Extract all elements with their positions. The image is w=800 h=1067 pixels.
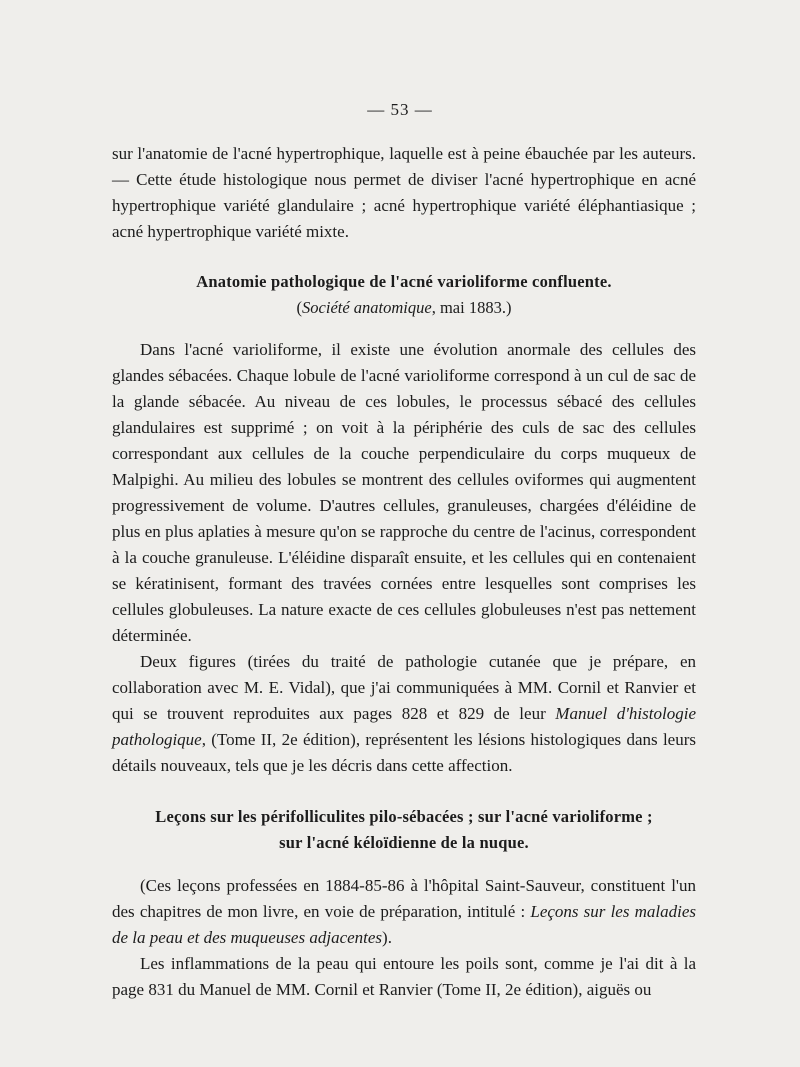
- section1-source-open: (: [296, 298, 303, 317]
- section1-paragraph1: Dans l'acné varioliforme, il existe une évolution anormale des cellules des glandes sébacées. Chaque lobule de l'acné varioliforme correspond à un cul de sac de la glande sébacée. Au niveau de ces lobules, le processus sébacé des cellules glandulaires est supprimé ; on voit à la périphérie des culs de sac des cellules correspondant aux cellules de la couche perpendiculaire du corps muqueux de Malpighi. Au milieu des lobules se montrent des cellules oviformes qui augmentent progressivement de volume. D'autres cellules, granuleuses, chargées d'éléidine de plus en plus aplaties à mesure qu'on se rapproche du centre de l'acinus, correspondent à la couche granuleuse. L'éléidine disparaît ensuite, et les cellules qui en contenaient se kératinisent, formant des travées cornées entre lesquelles sont comprises les cellules globuleuses. La nature exacte de ces cellules globuleuses n'est pas nettement déterminée.: [112, 340, 696, 645]
- page-number: — 53 —: [367, 100, 433, 119]
- section2-paragraph1-after: ).: [382, 928, 392, 947]
- section1-paragraph2-italic: Manuel d'histologie pathologique: [112, 704, 696, 749]
- section2-body: [112, 873, 696, 1003]
- intro-paragraph: sur l'anatomie de l'acné hypertrophique, laquelle est à peine ébauchée par les auteurs. — Cette étude histologique nous permet de diviser l'acné hypertrophique en acné hypertrophique variété glandulaire ; acné hypertrophique variété éléphantiasique ; acné hypertrophique variété mixte.: [112, 144, 696, 241]
- section1-paragraph2: [112, 649, 696, 779]
- section1-source-italic: Société anatomique: [302, 298, 432, 317]
- section1-paragraph2-after: , (Tome II, 2e édition), représentent les lésions histologiques dans leurs détails nouveaux, tels que je les décris dans cette affection.: [112, 730, 696, 775]
- section1-paragraph2-before: Deux figures (tirées du traité de pathologie cutanée que je prépare, en collaboration avec M. E. Vidal), que j'ai communiquées à MM. Cornil et Ranvier et qui se trouvent reproduites aux pages 828 et 829 de leur: [112, 652, 696, 723]
- section1-body: [112, 337, 696, 779]
- section1-source: [112, 295, 696, 321]
- section2-title-line1: Leçons sur les périfolliculites pilo-sébacées ; sur l'acné varioliforme ;: [155, 807, 653, 826]
- section2-paragraph1-before: (Ces leçons professées en 1884-85-86 à l'hôpital Saint-Sauveur, constituent l'un des chapitres de mon livre, en voie de préparation, intitulé :: [112, 876, 696, 921]
- section2-title-line2: sur l'acné kéloïdienne de la nuque.: [279, 833, 529, 852]
- section2-paragraph1-italic: Leçons sur les maladies de la peau et des muqueuses adjacentes: [112, 902, 696, 947]
- section2-paragraph1: [112, 873, 696, 951]
- section2-paragraph2: Les inflammations de la peau qui entoure les poils sont, comme je l'ai dit à la page 831 du Manuel de MM. Cornil et Ranvier (Tome II, 2e édition), aiguës ou: [112, 954, 696, 999]
- intro-paragraph-block: [112, 141, 696, 245]
- section1-title: Anatomie pathologique de l'acné varioliforme confluente.: [196, 272, 612, 291]
- section1-source-rest: , mai 1883.): [431, 298, 512, 317]
